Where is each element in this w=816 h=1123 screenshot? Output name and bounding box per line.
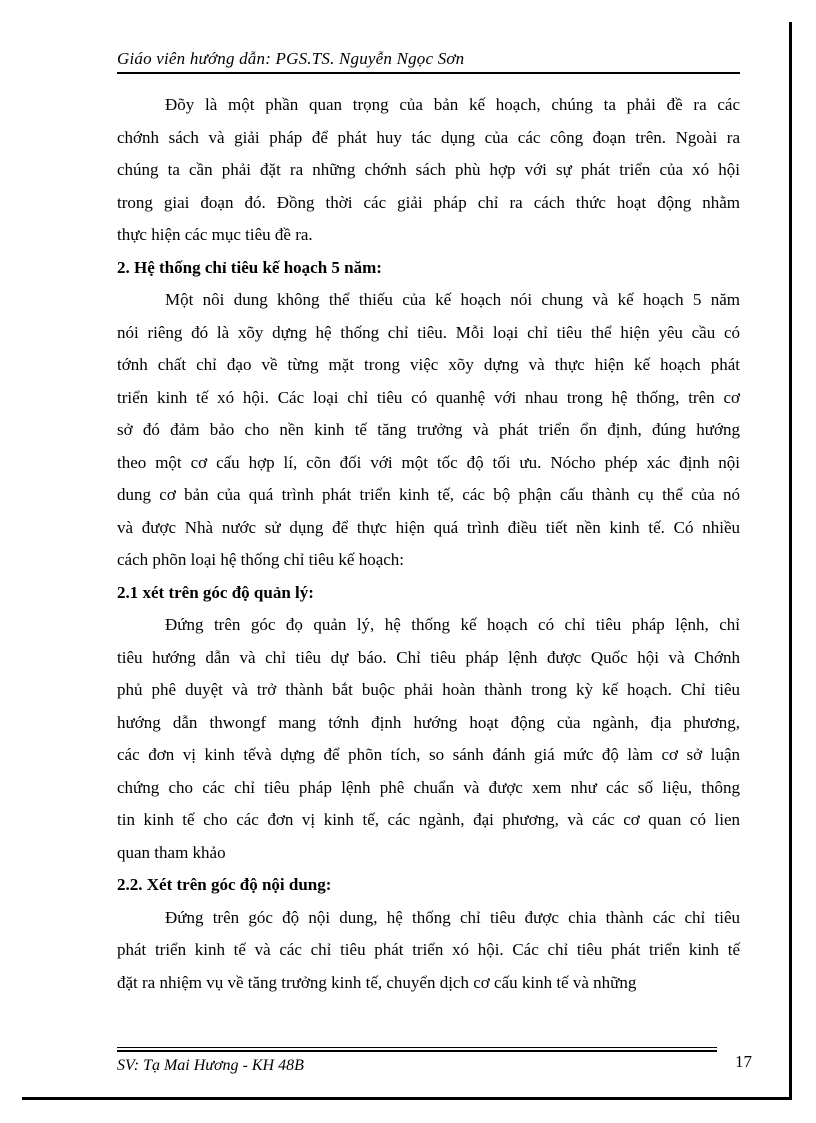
text-line: tin kinh tế cho các đơn vị kinh tế, các ngành, đại phương, và các cơ quan có lien (117, 810, 740, 829)
text-line: đặt ra nhiệm vụ về tăng trưởng kinh tế, chuyển dịch cơ cấu kinh tế và những (117, 972, 637, 992)
text-line: cách phõn loại hệ thống chỉ tiêu kế hoạch: (117, 550, 405, 569)
footer-student-text: SV: Tạ Mai Hương - KH 48B (117, 1057, 304, 1074)
text-line: phát triển kinh tế và các chỉ tiêu phát triển xó hội. Các chỉ tiêu phát triển kinh tế (117, 940, 740, 959)
text-line: các đơn vị kinh tếvà dựng để phõn tích, so sánh đánh giá mức độ làm cơ sở luận (117, 745, 740, 764)
text-line: dung cơ bản của quá trình phát triển kinh tế, các bộ phận cấu thành cụ thể của nó (117, 485, 740, 504)
text-line: chớnh sách và giải pháp để phát huy tác dụng của các công đoạn trên. Ngoài ra (117, 127, 740, 147)
footer-divider-thick (117, 1050, 717, 1052)
text-line: chúng ta cần phải đặt ra những chớnh sách phù hợp với sự phát triển của xó hội (117, 160, 740, 179)
text-line: hướng dẫn thwongf mang tớnh định hướng hoạt động của ngành, địa phương, (117, 712, 740, 732)
text-line: quan tham khảo (117, 842, 226, 862)
text-line: triển kinh tế xó hội. Các loại chỉ tiêu có quanhệ với nhau trong hệ thống, trên cơ (117, 387, 740, 407)
text-line: chứng cho các chỉ tiêu pháp lệnh phê chuẩn và được xem như các số liệu, thông (117, 777, 740, 797)
text-line: sở đó đảm bảo cho nền kinh tế tăng trưởng và phát triển ổn định, đúng hướng (117, 420, 740, 439)
text-line: thực hiện các mục tiêu đề ra. (117, 225, 313, 244)
footer-divider-thin (117, 1047, 717, 1048)
text-line: tiêu hướng dẫn và chỉ tiêu dự báo. Chỉ tiêu pháp lệnh được Quốc hội và Chớnh (117, 647, 740, 667)
paragraph-intro (117, 89, 740, 252)
text-line: theo một cơ cấu hợp lí, cõn đối với một tốc độ tối ưu. Nócho phép xác định nội (117, 452, 740, 472)
text-line: Đứng trên góc độ nội dung, hệ thống chỉ tiêu được chia thành các chỉ tiêu (165, 907, 740, 927)
text-line: phủ phê duyệt và trở thành bắt buộc phải hoàn thành trong kỳ kế hoạch. Chỉ tiêu (117, 680, 740, 699)
text-line: Đõy là một phần quan trọng của bản kế hoạch, chúng ta phải đề ra các (165, 95, 740, 114)
text-line: trong giai đoạn đó. Đồng thời các giải pháp chỉ ra cách thức hoạt động nhằm (117, 192, 740, 212)
header-supervisor-text: Giáo viên hướng dẫn: PGS.TS. Nguyễn Ngọc Sơn (117, 49, 465, 68)
section-heading-2: 2. Hệ thống chỉ tiêu kế hoạch 5 năm: (117, 257, 382, 277)
section-heading-2-2: 2.2. Xét trên góc độ nội dung: (117, 875, 332, 894)
paragraph-indicator-system (117, 284, 740, 577)
text-line: Một nôi dung không thể thiếu của kế hoạch nói chung và kế hoạch 5 năm (165, 290, 740, 309)
section-heading-2-1: 2.1 xét trên góc độ quản lý: (117, 582, 314, 602)
page-number: 17 (735, 1052, 752, 1071)
text-line: tớnh chất chỉ đạo về từng mặt trong việc xõy dựng và thực hiện kế hoạch phát (117, 355, 740, 374)
page-header (117, 48, 740, 74)
text-line: Đứng trên góc đọ quản lý, hệ thống kế hoạch có chỉ tiêu pháp lệnh, chỉ (165, 615, 740, 634)
text-line: và được Nhà nước sử dụng để thực hiện quá trình điều tiết nền kinh tế. Có nhiều (117, 517, 740, 537)
paragraph-management-view (117, 609, 740, 869)
paragraph-content-view (117, 902, 740, 1000)
text-line: nói riêng đó là xõy dựng hệ thống chỉ tiêu. Mỗi loại chỉ tiêu thể hiện yêu cầu có (117, 322, 740, 342)
document-body (117, 89, 740, 999)
